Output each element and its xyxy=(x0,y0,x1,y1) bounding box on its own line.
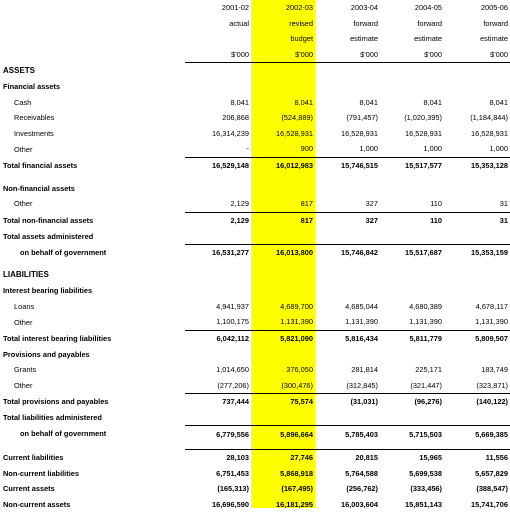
value-cell: 5,821,090 xyxy=(251,330,315,346)
value-cell: 15,353,128 xyxy=(444,157,510,173)
value-cell: 5,669,385 xyxy=(444,426,510,442)
value-cell: 327 xyxy=(365,199,378,209)
value-cell: 1,131,390 xyxy=(280,317,313,327)
column-unit: $'000 xyxy=(251,47,315,63)
value-cell: 15,353,159 xyxy=(444,244,510,260)
value-cell: 15,965 xyxy=(380,450,444,466)
row-label: Non-current assets xyxy=(3,499,71,509)
total-row xyxy=(0,426,510,442)
value-cell: 16,528,931 xyxy=(276,128,313,138)
value-cell: 4,678,117 xyxy=(475,301,508,311)
value-cell: 16,528,931 xyxy=(471,128,508,138)
total-row xyxy=(0,394,510,410)
value-cell: (791,457) xyxy=(346,113,378,123)
row-label: Other xyxy=(14,199,33,209)
total-row xyxy=(0,330,510,346)
subheading-row xyxy=(0,410,510,426)
section-heading xyxy=(0,268,510,284)
row-label: Other xyxy=(14,317,33,327)
value-cell: (96,276) xyxy=(380,394,444,410)
row-label: Other xyxy=(14,381,33,390)
value-cell: 5,868,918 xyxy=(280,468,313,478)
value-cell: 16,531,277 xyxy=(185,244,251,260)
value-cell: (1,184,844) xyxy=(470,113,508,123)
value-cell: 5,809,507 xyxy=(444,330,510,346)
column-type: actual xyxy=(229,18,249,28)
line-item-row xyxy=(0,362,510,378)
column-unit: $'000 xyxy=(315,47,380,63)
column-year: 2001-02 xyxy=(221,3,249,13)
value-cell: 5,657,829 xyxy=(475,468,508,478)
column-type: estimate xyxy=(414,34,442,44)
section-heading xyxy=(0,63,510,79)
value-cell: 817 xyxy=(251,212,315,228)
row-label: Cash xyxy=(14,97,32,107)
total-row xyxy=(0,157,510,173)
column-type: estimate xyxy=(480,34,508,44)
value-cell: 8,041 xyxy=(423,97,442,107)
value-cell: 6,779,556 xyxy=(185,426,251,442)
value-cell: 1,131,390 xyxy=(345,317,378,327)
value-cell: 1,131,390 xyxy=(475,317,508,327)
value-cell: 5,785,403 xyxy=(315,426,380,442)
header-row-type xyxy=(0,16,510,32)
summary-row xyxy=(0,450,510,466)
value-cell: 8,041 xyxy=(294,97,313,107)
value-cell: 737,444 xyxy=(185,394,251,410)
value-cell: 1,000 xyxy=(359,144,378,154)
value-cell: 1,131,390 xyxy=(409,317,442,327)
value-cell: (165,313) xyxy=(217,484,249,494)
value-cell: 15,851,143 xyxy=(405,499,442,509)
value-cell: 75,574 xyxy=(251,394,315,410)
value-cell: 16,181,295 xyxy=(276,499,313,509)
value-cell: 15,741,706 xyxy=(471,499,508,509)
column-type: forward xyxy=(483,18,508,28)
row-label: Non-financial assets xyxy=(3,183,75,193)
column-type: estimate xyxy=(350,34,378,44)
value-cell: (31,031) xyxy=(315,394,380,410)
line-item-row xyxy=(0,378,510,394)
value-cell: 8,041 xyxy=(359,97,378,107)
row-label: Total financial assets xyxy=(3,160,78,170)
value-cell: 4,680,389 xyxy=(409,301,442,311)
column-type: budget xyxy=(290,34,313,44)
value-cell: 1,100,175 xyxy=(216,317,249,327)
value-cell: 15,746,515 xyxy=(315,157,380,173)
value-cell: 15,746,842 xyxy=(315,244,380,260)
row-label: Total provisions and payables xyxy=(3,397,109,407)
value-cell: 1,000 xyxy=(489,144,508,154)
row-label: Total liabilities administered xyxy=(3,413,102,423)
row-label: Financial assets xyxy=(3,82,61,92)
row-label: Current liabilities xyxy=(3,452,64,462)
line-item-row xyxy=(0,299,510,315)
value-cell: 817 xyxy=(300,199,313,209)
row-label: Loans xyxy=(14,301,35,311)
summary-row xyxy=(0,481,510,497)
value-cell: (321,447) xyxy=(410,380,442,390)
value-cell: 27,746 xyxy=(251,450,315,466)
value-cell: (333,456) xyxy=(410,484,442,494)
value-cell: 110 xyxy=(430,199,442,209)
value-cell: 5,816,434 xyxy=(315,330,380,346)
spacer-row xyxy=(0,261,510,268)
row-label: on behalf of government xyxy=(20,429,107,439)
column-type: forward xyxy=(353,18,378,28)
row-label: Interest bearing liabilities xyxy=(3,286,93,296)
value-cell: (323,871) xyxy=(476,380,508,390)
total-row xyxy=(0,212,510,228)
value-cell: 1,014,650 xyxy=(216,365,249,375)
value-cell: 15,517,577 xyxy=(380,157,444,173)
value-cell: 110 xyxy=(380,212,444,228)
value-cell: 4,941,937 xyxy=(216,301,249,311)
value-cell: (256,762) xyxy=(346,484,378,494)
value-cell: (140,122) xyxy=(444,394,510,410)
value-cell: 183,749 xyxy=(481,365,508,375)
value-cell: - xyxy=(246,144,249,154)
total-row xyxy=(0,244,510,260)
row-label: Provisions and payables xyxy=(3,349,90,359)
spacer-row xyxy=(0,174,510,181)
value-cell: 31 xyxy=(499,199,508,209)
column-type: revised xyxy=(289,18,313,28)
value-cell: 16,012,983 xyxy=(251,157,315,173)
value-cell: 16,003,604 xyxy=(341,499,378,509)
row-label: Other xyxy=(14,144,33,154)
summary-row xyxy=(0,466,510,482)
value-cell: 5,764,588 xyxy=(345,468,378,478)
value-cell: 16,696,590 xyxy=(212,499,249,509)
line-item-row xyxy=(0,141,510,157)
column-unit: $'000 xyxy=(380,47,444,63)
value-cell: 6,751,453 xyxy=(216,468,249,478)
value-cell: 206,868 xyxy=(222,113,249,123)
column-unit: $'000 xyxy=(185,47,251,63)
line-item-row xyxy=(0,95,510,111)
value-cell: 2,129 xyxy=(185,212,251,228)
value-cell: 6,042,112 xyxy=(185,330,251,346)
value-cell: 5,811,779 xyxy=(380,330,444,346)
value-cell: 16,528,931 xyxy=(341,128,378,138)
row-label: Investments xyxy=(14,128,54,138)
row-label: Receivables xyxy=(14,113,55,123)
value-cell: 1,000 xyxy=(423,144,442,154)
spacer-row xyxy=(0,442,510,450)
value-cell: (167,495) xyxy=(281,484,313,494)
subheading-row xyxy=(0,181,510,197)
value-cell: 16,529,148 xyxy=(185,157,251,173)
header-row-years xyxy=(0,0,510,16)
value-cell: (312,845) xyxy=(346,380,378,390)
row-label: on behalf of government xyxy=(20,247,107,257)
line-item-row xyxy=(0,196,510,212)
value-cell: 327 xyxy=(315,212,380,228)
row-label: Total interest bearing liabilities xyxy=(3,333,112,343)
line-item-row xyxy=(0,314,510,330)
row-label: Current assets xyxy=(3,484,55,494)
column-year: 2005-06 xyxy=(480,3,508,13)
column-year: 2003-04 xyxy=(350,3,378,13)
column-type: forward xyxy=(417,18,442,28)
value-cell: 11,556 xyxy=(444,450,510,466)
value-cell: 4,685,044 xyxy=(345,301,378,311)
value-cell: 16,528,931 xyxy=(405,128,442,138)
value-cell: 20,815 xyxy=(315,450,380,466)
value-cell: (300,476) xyxy=(281,380,313,390)
value-cell: 16,013,800 xyxy=(251,244,315,260)
subheading-row xyxy=(0,79,510,95)
value-cell: 31 xyxy=(444,212,510,228)
value-cell: 5,896,664 xyxy=(251,426,315,442)
subheading-row xyxy=(0,346,510,362)
row-label: Grants xyxy=(14,365,37,375)
value-cell: 28,103 xyxy=(185,450,251,466)
value-cell: 8,041 xyxy=(230,97,249,107)
value-cell: 16,314,239 xyxy=(212,128,249,138)
row-label: LIABILITIES xyxy=(3,270,49,280)
value-cell: 5,715,503 xyxy=(380,426,444,442)
row-label: ASSETS xyxy=(3,65,36,75)
row-label: Non-current liabilities xyxy=(3,468,79,478)
value-cell: 900 xyxy=(300,144,313,154)
value-cell: (524,889) xyxy=(281,113,313,123)
value-cell: 225,171 xyxy=(415,365,442,375)
column-unit: $'000 xyxy=(444,47,510,63)
line-item-row xyxy=(0,126,510,142)
column-year: 2002-03 xyxy=(285,3,313,13)
header-row-type-2 xyxy=(0,31,510,47)
row-label: Total non-financial assets xyxy=(3,215,94,225)
column-year: 2004-05 xyxy=(414,3,442,13)
header-row-units xyxy=(0,47,510,63)
value-cell: 4,689,700 xyxy=(280,301,313,311)
value-cell: (277,206) xyxy=(217,380,249,390)
value-cell: 15,517,687 xyxy=(380,244,444,260)
value-cell: 5,699,538 xyxy=(409,468,442,478)
subheading-row xyxy=(0,283,510,299)
value-cell: 376,050 xyxy=(286,365,313,375)
value-cell: (388,547) xyxy=(476,484,508,494)
line-item-row xyxy=(0,110,510,126)
subheading-row xyxy=(0,228,510,244)
value-cell: 8,041 xyxy=(489,97,508,107)
value-cell: (1,020,395) xyxy=(404,113,442,123)
value-cell: 281,814 xyxy=(351,365,378,375)
row-label: Total assets administered xyxy=(3,231,94,241)
value-cell: 2,129 xyxy=(230,199,249,209)
summary-row xyxy=(0,497,510,512)
